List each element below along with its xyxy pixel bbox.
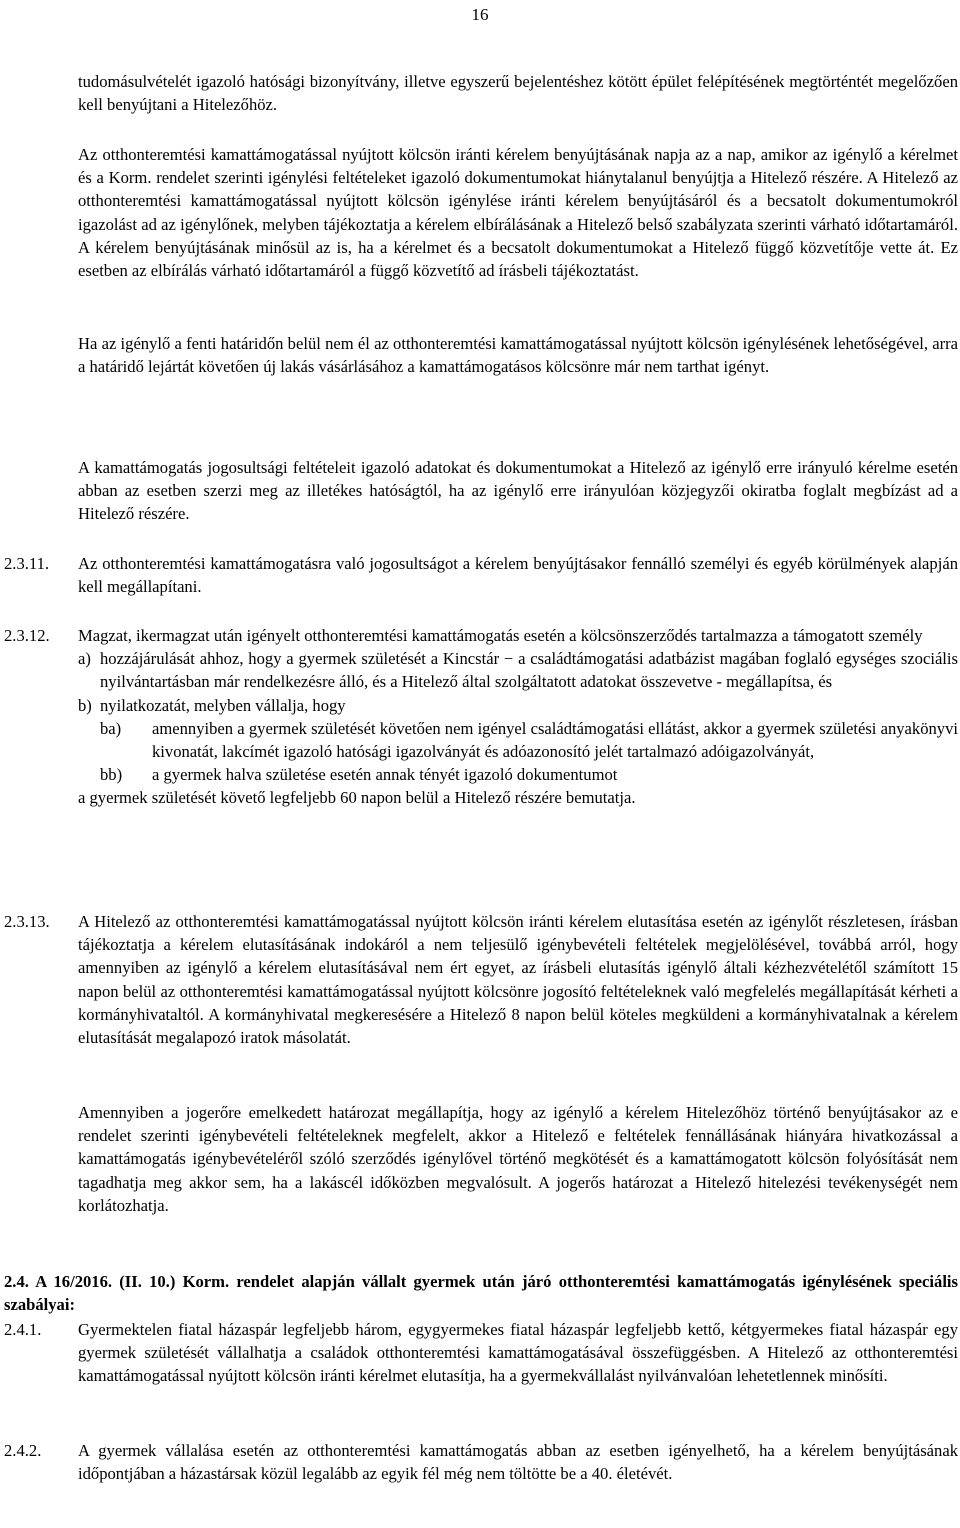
list-text: amennyiben a gyermek születését követően nem igényel családtámogatási ellátást, akkor a gyermek születési anyakönyvi kivonatát, lakcímét igazoló hatósági igazolványát és adóazonosító jelét tartalmazó adóigazolványát, bbox=[152, 718, 958, 762]
section-number: 2.3.13. bbox=[4, 912, 50, 931]
paragraph-text: A kamattámogatás jogosultsági feltételeit igazoló adatokat és dokumentumokat a Hitelező az igénylő erre irányuló kérelme esetén abban az esetben szerzi meg az illetékes hatóságtól, ha az igénylő erre irányulóan közjegyzői okiratba foglalt megbízást ad a Hitelező részére. bbox=[78, 458, 958, 524]
section-text: Gyermektelen fiatal házaspár legfeljebb három, egygyermekes fiatal házaspár legfeljebb kettő, kétgyermekes fiatal házaspár egy gyermek születését vállalhatja a családok otthonteremtési kamattámogatásával összefüggésben. A Hitelező az otthonteremtési kamattámogatással nyújtott kölcsön iránti kérelmet elutasítja, ha a gyermekvállalást nyilvánvalóan lehetetlennek minősíti. bbox=[78, 1320, 958, 1386]
section-text: A gyermek vállalása esetén az otthonteremtési kamattámogatás abban az esetben igényelhető, ha a kérelem benyújtásának időpontjában a házastársak közül legalább az egyik fél még nem töltötte be a 40. életévét. bbox=[78, 1441, 958, 1484]
heading-text: 2.4. A 16/2016. (II. 10.) Korm. rendelet alapján vállalt gyermek után járó otthonteremtési kamattámogatás igénylésének speciális szabályai: bbox=[4, 1272, 958, 1315]
section-text: Az otthonteremtési kamattámogatásra való jogosultságot a kérelem benyújtásakor fennálló személyi és egyéb körülmények alapján kell megállapítani. bbox=[78, 554, 958, 597]
paragraph-submission-date bbox=[78, 143, 958, 282]
section-intro: Magzat, ikermagzat után igényelt otthonteremtési kamattámogatás esetén a kölcsönszerződés tartalmazza a támogatott személy bbox=[78, 626, 923, 645]
section-2-4-1 bbox=[78, 1318, 958, 1388]
section-2-3-11 bbox=[78, 552, 958, 598]
section-text: A Hitelező az otthonteremtési kamattámogatással nyújtott kölcsön iránti kérelem elutasítása esetén az igénylőt részletesen, írásban tájékoztatja a kérelem elutasításának indokáról a nem teljesülő igénybevételi feltételek megjelölésével, továbbá arról, hogy amennyiben az igénylő a kérelem elutasításával nem ért egyet, az írásbeli elutasítás igénylő általi kézhezvételétől számított 15 napon belül az otthonteremtési kamattámogatással nyújtott kölcsönre jogosító feltételeknek való megfelelés megállapítását kérheti a kormányhivataltól. A kormányhivatal megkeresésére a Hitelező 8 napon belül köteles megküldeni a kormányhivatalnak a kérelem elutasítását megalapozó iratok másolatát. bbox=[78, 912, 958, 1048]
list-item-a bbox=[78, 647, 958, 693]
list-label: a) bbox=[78, 649, 91, 669]
section-closing: a gyermek születését követő legfeljebb 60 napon belül a Hitelező részére bemutatja. bbox=[78, 788, 636, 808]
section-2-3-12 bbox=[78, 624, 958, 810]
paragraph-text: Az otthonteremtési kamattámogatással nyújtott kölcsön iránti kérelem benyújtásának napja az a nap, amikor az igénylő a kérelmet és a Korm. rendelet szerinti igénylési feltételeket igazoló dokumentumokat hiánytalanul benyújtja a Hitelező részére. A Hitelező az otthonteremtési kamattámogatással nyújtott kölcsön igénylése iránti kérelem benyújtásáról és a becsatolt dokumentumokról igazolást ad az igénylőnek, melyben tájékoztatja a kérelem elbírálásának a Hitelező belső szabályzata szerinti várható időtartamáról. A kérelem benyújtásának minősül az is, ha a kérelmet és a becsatolt dokumentumokat a Hitelező függő közvetítője vette át. Ez esetben az elbírálás várható időtartamáról a függő közvetítő ad írásbeli tájékoztatást. bbox=[78, 145, 958, 281]
section-2-3-13-followup bbox=[78, 1101, 958, 1217]
paragraph-deadline bbox=[78, 332, 958, 378]
section-text: Amennyiben a jogerőre emelkedett határozat megállapítja, hogy az igénylő a kérelem Hitelezőhöz történő benyújtásakor az e rendelet szerinti igénybevételi feltételeknek megfelelt, akkor a Hitelező e feltételek fennállásának hiányára hivatkozással a kamattámogatás igénybevételéről szóló szerződés igénylővel történő megkötését és a kamattámogatott kölcsön folyósítását nem tagadhatja meg akkor sem, ha a lakáscél időközben megvalósult. A jogerős határozat a Hitelező hitelezési tevékenységét nem korlátozhatja. bbox=[78, 1103, 958, 1215]
paragraph-text: tudomásulvételét igazoló hatósági bizonyítvány, illetve egyszerű bejelentéshez kötött épület felépítésének megtörténtét megelőzően kell benyújtani a Hitelezőhöz. bbox=[78, 72, 958, 115]
list-text: a gyermek halva születése esetén annak tényét igazoló dokumentumot bbox=[152, 765, 618, 785]
list-item-b bbox=[78, 694, 958, 717]
section-number: 2.4.1. bbox=[4, 1320, 42, 1339]
section-2-3-13 bbox=[78, 910, 958, 1049]
paragraph-certificate bbox=[78, 70, 958, 116]
section-number: 2.3.11. bbox=[4, 554, 50, 573]
page-number: 16 bbox=[471, 5, 489, 24]
section-heading-2-4 bbox=[4, 1270, 958, 1316]
list-label: bb) bbox=[100, 765, 123, 785]
list-label: ba) bbox=[100, 718, 122, 738]
list-item-bb bbox=[78, 763, 958, 786]
section-number: 2.3.12. bbox=[4, 626, 50, 645]
section-2-4-2 bbox=[78, 1439, 958, 1485]
list-item-ba bbox=[78, 717, 958, 763]
paragraph-text: Ha az igénylő a fenti határidőn belül nem él az otthonteremtési kamattámogatással nyújtott kölcsön igénylésének lehetőségével, arra a határidő lejártát követően új lakás vásárlásához a kamattámogatásos kölcsönre már nem tarthat igényt. bbox=[78, 334, 958, 377]
list-text: hozzájárulását ahhoz, hogy a gyermek születését a Kincstár − a családtámogatási adatbázist magában foglaló egységes szociális nyilvántartásban már rendelkezésre álló, és a Hitelező által szolgáltatott adatokat összevetve - megállapítsa, és bbox=[100, 649, 958, 692]
paragraph-eligibility-data bbox=[78, 456, 958, 526]
list-label: b) bbox=[78, 695, 92, 715]
section-number: 2.4.2. bbox=[4, 1441, 42, 1460]
list-text: nyilatkozatát, melyben vállalja, hogy bbox=[100, 695, 346, 715]
